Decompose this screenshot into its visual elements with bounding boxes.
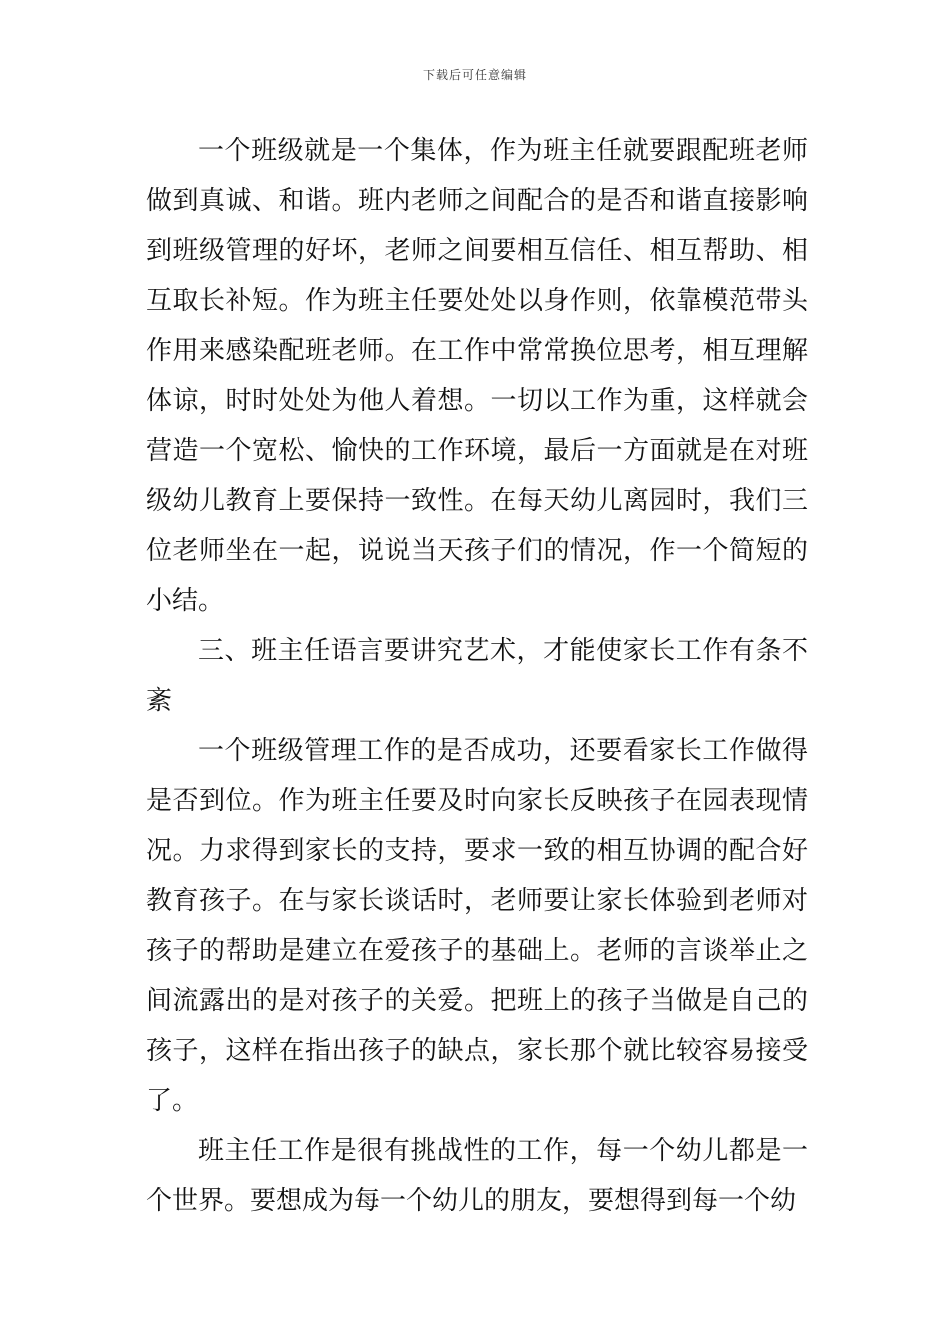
- page-header: 下载后可任意编辑: [422, 68, 527, 82]
- paragraph-challenge: 班主任工作是很有挑战性的工作，每一个幼儿都是一个世界。要想成为每一个幼儿的朋友，要想得到每一个幼: [146, 1136, 808, 1216]
- section-heading-three: 三、班主任语言要讲究艺术，才能使家长工作有条不紊: [146, 636, 808, 716]
- paragraph-teacher-cooperation: 一个班级就是一个集体，作为班主任就要跟配班老师做到真诚、和谐。班内老师之间配合的是否和谐直接影响到班级管理的好坏，老师之间要相互信任、相互帮助、相互取长补短。作为班主任要处处以身作则，依靠模范带头作用来感染配班老师。在工作中常常换位思考，相互理解体谅，时时处处为他人着想。一切以工作为重，这样就会营造一个宽松、愉快的工作环境，最后一方面就是在对班级幼儿教育上要保持一致性。在每天幼儿离园时，我们三位老师坐在一起，说说当天孩子们的情况，作一个简短的小结。: [146, 136, 808, 616]
- paragraph-parent-work: 一个班级管理工作的是否成功，还要看家长工作做得是否到位。作为班主任要及时向家长反映孩子在园表现情况。力求得到家长的支持，要求一致的相互协调的配合好教育孩子。在与家长谈话时，老师要让家长体验到老师对孩子的帮助是建立在爱孩子的基础上。老师的言谈举止之间流露出的是对孩子的关爱。把班上的孩子当做是自己的孩子，这样在指出孩子的缺点，家长那个就比较容易接受了。: [146, 736, 808, 1116]
- document-body: [146, 126, 808, 1226]
